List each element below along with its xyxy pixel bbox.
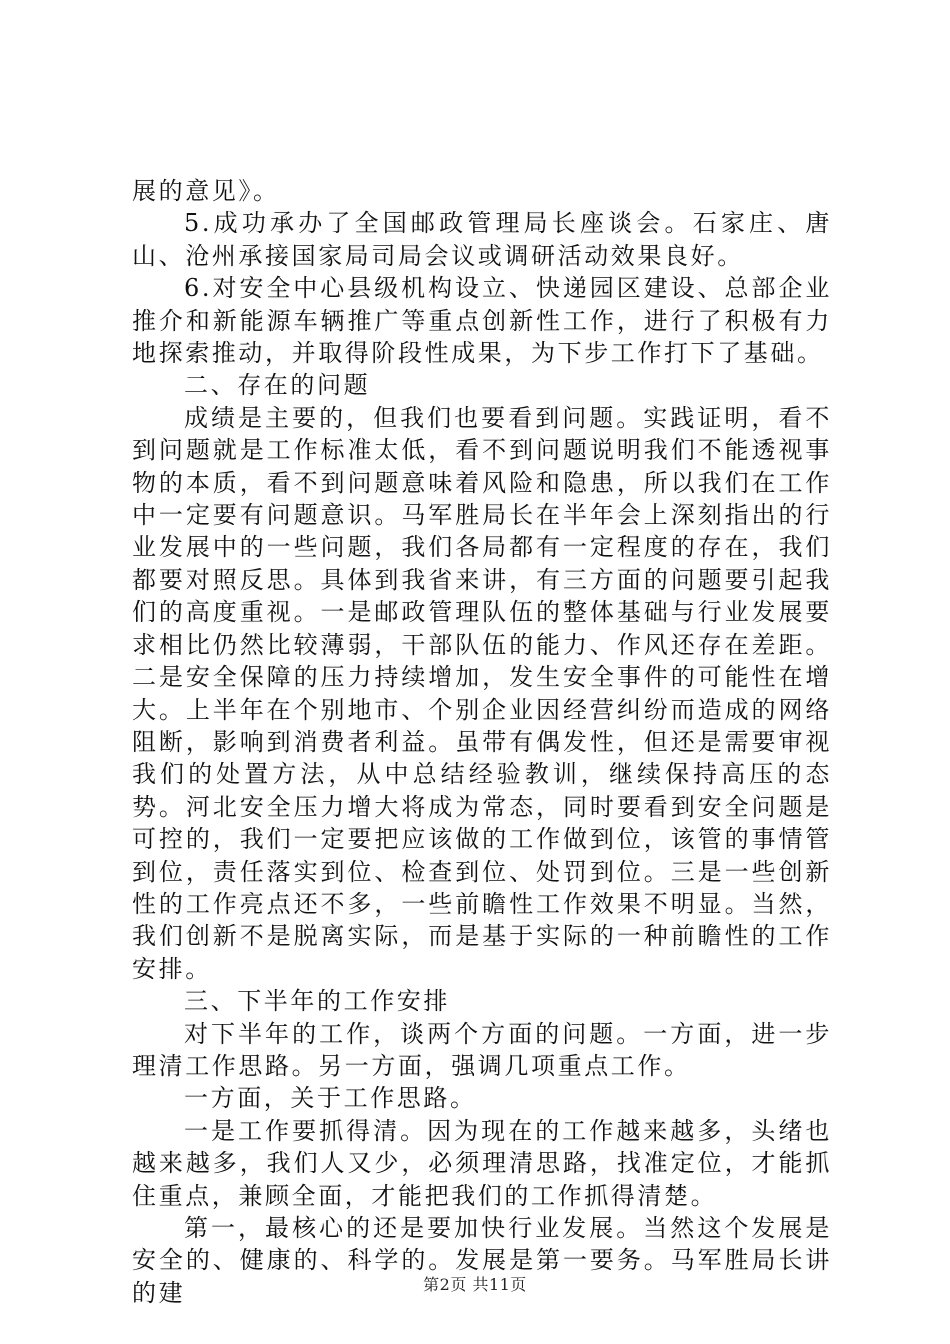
paragraph: 三、下半年的工作安排 bbox=[184, 987, 450, 1016]
paragraph: 第一，最核心的还是要加快行业发展。当然这个发展是安全的、健康的、科学的。发展是第一要务。马军胜局长讲的建 bbox=[132, 1214, 832, 1307]
document-body bbox=[132, 175, 832, 1309]
paragraph: 6.对安全中心县级机构设立、快递园区建设、总部企业推介和新能源车辆推广等重点创新性工作，进行了积极有力地探索推动，并取得阶段性成果，为下步工作打下了基础。 bbox=[132, 274, 832, 368]
paragraph: 5.成功承办了全国邮政管理局长座谈会。石家庄、唐山、沧州承接国家局司局会议或调研活动效果良好。 bbox=[132, 209, 832, 270]
paragraph: 对下半年的工作，谈两个方面的问题。一方面，进一步理清工作思路。另一方面，强调几项重点工作。 bbox=[132, 1019, 832, 1080]
paragraph: 一是工作要抓得清。因为现在的工作越来越多，头绪也越来越多，我们人又少，必须理清思路，找准定位，才能抓住重点，兼顾全面，才能把我们的工作抓得清楚。 bbox=[132, 1116, 832, 1210]
paragraph: 成绩是主要的，但我们也要看到问题。实践证明，看不到问题就是工作标准太低，看不到问题说明我们不能透视事物的本质，看不到问题意味着风险和隐患，所以我们在工作中一定要有问题意识。马军胜局长在半年会上深刻指出的行业发展中的一些问题，我们各局都有一定程度的存在，我们都要对照反思。具体到我省来讲，有三方面的问题要引起我们的高度重视。一是邮政管理队伍的整体基础与行业发展要求相比仍然比较薄弱，干部队伍的能力、作风还存在差距。二是安全保障的压力持续增加，发生安全事件的可能性在增大。上半年在个别地市、个别企业因经营纠纷而造成的网络阻断，影响到消费者利益。虽带有偶发性，但还是需要审视我们的处置方法，从中总结经验教训，继续保持高压的态势。河北安全压力增大将成为常态，同时要看到安全问题是可控的，我们一定要把应该做的工作做到位，该管的事情管到位，责任落实到位、检查到位、处罚到位。三是一些创新性的工作亮点还不多，一些前瞻性工作效果不明显。当然，我们创新不是脱离实际，而是基于实际的一种前瞻性的工作安排。 bbox=[132, 403, 832, 983]
paragraph: 一方面，关于工作思路。 bbox=[184, 1084, 477, 1113]
page-footer: 第2页 共11页 bbox=[423, 1275, 527, 1294]
paragraph: 展的意见》。 bbox=[132, 177, 280, 205]
paragraph: 二、存在的问题 bbox=[184, 371, 371, 400]
